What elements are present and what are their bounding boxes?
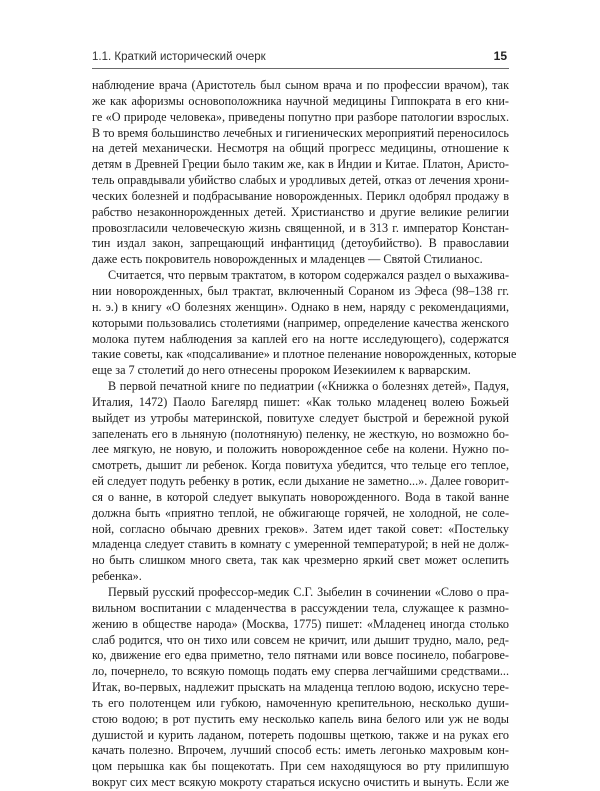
text-line: запеленать его в льняную (полотняную) пеленку, не жесткую, но возможно бо- (92, 426, 509, 441)
text-line: Италия, 1472) Паоло Багелярд пишет: «Как только младенец волею Божьей (92, 394, 509, 409)
section-title: 1.1. Краткий исторический очерк (92, 51, 266, 63)
text-line: Итак, во-первых, надлежит прыскать на младенца теплою водою, искусно тере- (92, 680, 509, 695)
text-line: даже есть покровитель новорожденных и младенцев — Святой Стилианос. (92, 252, 483, 267)
text-line: ко, движение его едва приметно, тело пятнами или вовсе посинело, побагрове- (92, 648, 509, 663)
text-line: наблюдение врача (Аристотель был сыном врача и по профессии врачом), так (92, 78, 509, 92)
text-line: тин издал закон, запрещающий инфантицид (детоубийство). В православии (92, 236, 509, 251)
text-line: В то время большинство лечебных и гигиенических мероприятий переносилось (92, 125, 509, 140)
text-line: Первый русский профессор-медик С.Г. Зыбелин в сочинении «Слово о пра- (108, 585, 509, 599)
text-line: качать полезно. Впрочем, лучший способ есть: иметь легонько махровым кон- (92, 743, 509, 758)
text-line: н. э.) в книгу «О болезнях женщин». Однако в нем, наряду с рекомендациями, (92, 299, 509, 314)
paragraph (92, 78, 509, 268)
text-line: Считается, что первым трактатом, в котором содержался раздел о выхажива- (108, 268, 509, 283)
text-line: ся о ванне, в которой следует выкупать новорожденного. Вода в такой ванне (92, 489, 509, 504)
text-line: ей следует подуть ребенку в ротик, если дыхание не заметно...». Далее говорит- (92, 474, 509, 489)
text-line: жению в обществе народа» (Москва, 1775) пишет: «Младенец иногда столько (92, 616, 509, 631)
text-line: вокруг сих мест всякую мокроту стараться искусно очистить и вынуть. Если же (92, 775, 509, 790)
text-line: вильном воспитании с младенчества в рассуждении тела, служащее к размно- (92, 600, 509, 615)
running-header (92, 48, 509, 69)
text-line: ть его полотенцем или губкою, намоченную крепительною, несколько души- (92, 695, 509, 710)
text-line: тель оправдывали убийство слабых и уродливых детей, отказ от лечения хрони- (92, 173, 509, 188)
text-line: младенца следует ставить в комнату с умеренной температурой; в ней не долж- (92, 537, 509, 552)
text-line: лее мягкую, не новую, и положить новорожденное себе на колени. Нужно по- (92, 442, 509, 457)
paragraph (92, 379, 509, 585)
text-line: которыми пользовались столетиями (например, определение качества женского (92, 315, 509, 330)
text-line: ге «О природе человека», приведены попутно при разборе патологии взрослых. (92, 109, 509, 124)
text-line: нии новорожденных, был трактат, включенный Сораном из Эфеса (98–138 гг. (92, 283, 509, 298)
body-text (92, 78, 517, 791)
page-number: 15 (493, 49, 507, 63)
text-line: на детей механически. Несмотря на общий прогресс медицины, отношение к (92, 141, 509, 156)
text-line: смотреть, дышит ли ребенок. Когда повитуха убедится, что тельце его теплое, (92, 458, 509, 473)
text-line: провозгласили человеческую жизнь священной, и в 313 г. император Констан- (92, 220, 509, 235)
text-line: детям в Древней Греции было таким же, как в Индии и Китае. Платон, Аристо- (92, 157, 509, 172)
text-line: выйдет из утробы материнской, повитухе следует быстрой и бережной рукой (92, 410, 509, 425)
text-line: рабство незаконнорожденных детей. Христианство и другие великие религии (92, 204, 509, 219)
text-line: еще за 7 столетий до него отнесены пророком Иезекиилем к варварским. (92, 363, 471, 378)
text-line: ной, согласно обычаю древних греков». Затем идет такой совет: «Постельку (92, 521, 509, 536)
text-line: стою водою; в рот пустить ему несколько капель вина белого или уж не воды (92, 711, 509, 726)
text-line: цом перышка как бы пощекотать. При сем находящуюся во рту прилипшую (92, 759, 509, 774)
text-line: должна быть «приятно теплой, не обжигающе горячей, не холодной, не соле- (92, 505, 509, 520)
text-line: же как афоризмы основоположника научной медицины Гиппократа в его кни- (92, 93, 509, 108)
text-line: ческих болезней и подбрасывание новорожденных. Перикл одобрял продажу в (92, 188, 509, 203)
paragraph (92, 585, 509, 791)
text-line: ребенка». (92, 569, 142, 584)
text-line: слаб родится, что он тихо или совсем не кричит, или дышит трудно, мало, ред- (92, 632, 509, 647)
text-line: В первой печатной книге по педиатрии («Книжка о болезнях детей», Падуя, (108, 379, 509, 394)
text-line: но быть слишком много света, так как чрезмерно яркий свет может ослепить (92, 553, 509, 568)
text-line: душистой и курить ладаном, потереть подошвы щеткою, также и на руках его (92, 727, 509, 742)
text-line: ло, почернело, то всякую помощь подать ему сперва легчайшими средствами... (92, 664, 509, 679)
text-line: молока путем наблюдения за каплей его на ногте исследующего), содержатся (92, 331, 509, 346)
paragraph (92, 268, 517, 379)
text-line: такие советы, как «подсаливание» и плотное пеленание новорожденных, которые (92, 347, 517, 362)
